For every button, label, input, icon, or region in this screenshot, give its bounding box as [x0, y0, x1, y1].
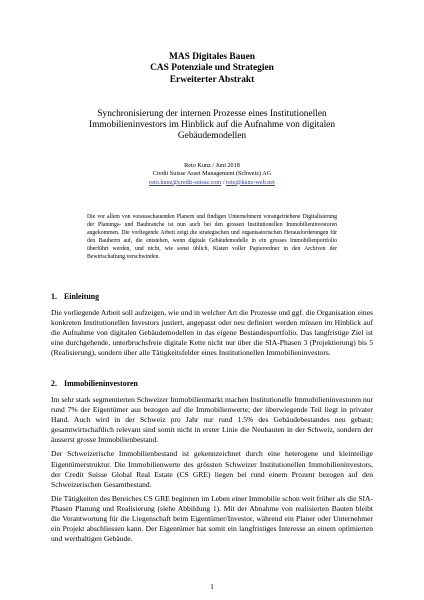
email-link-primary[interactable]: reto.kunz@credit-suisse.com: [149, 178, 222, 186]
paragraph: Die Tätigkeiten des Bereiches CS GRE beginnen im Leben einer Immobilie schon weit früher als die SIA-Phasen Planung und Realisierung (siehe Abbildung 1). Mit der Abnahme von realisierten Bauten bleibt die Verantwortung für die Liegenschaft beim Eigentümer/Investor, während ein Planer oder Unternehmer ein Projekt abschliessen kann. Der Eigentümer hat somit ein langfristiges Interesse an einem optimierten und werthaltigen Gebäude.: [51, 493, 373, 544]
section-title: Einleitung: [64, 292, 100, 301]
section-heading: [51, 379, 373, 389]
section-number: 1.: [51, 292, 57, 301]
author-date: Reto Kunz / Juni 2018: [184, 162, 240, 169]
email-link-secondary[interactable]: reto@kunz-web.net: [226, 178, 275, 186]
page-number: 1: [210, 582, 214, 591]
title-block: [0, 52, 424, 86]
section-title: Immobilieninvestoren: [64, 379, 138, 388]
paragraph: Im sehr stark segmentierten Schweizer Immobilienmarkt machen Institutionelle Immobilieninvestoren nur rund 7% der Eigentümer aus bezogen auf die Immobilienwerte; der überwiegende Teil liegt in privater Hand. Auch wird in der Schweiz pro Jahr nur rund 1.5% des Gebäudebestandes neu gebaut; gesamtwirtschaftlich relevant sind somit nicht in erster Linie die Neubauten in der Schweiz, sondern der äusserst grosse Immobilienbestand.: [51, 395, 373, 445]
paper-title: Synchronisierung der internen Prozesse eines Institutionellen Immobilieninvestors im Hinblick auf die Aufnahme von digitalen Gebäudemodellen: [88, 109, 336, 142]
section-heading: [51, 292, 373, 302]
author-block: [0, 162, 424, 187]
program-title: MAS Digitales Bauen: [169, 52, 255, 62]
paragraph: Der Schweizerische Immobilienbestand ist gekennzeichnet durch eine heterogene und kleinteilige Eigentümerstruktur. Die Immobilienwerte des grössten Schweizer Institutionellen Immobilieninvestors, der Credit Suisse Global Real Estate (CS GRE) liegen bei rund einem Prozent bezogen auf den Schweizerischen Gesamtbestand.: [51, 449, 373, 489]
section-investors: [51, 379, 373, 544]
author-emails: [0, 179, 424, 187]
abstract-text: Die vor allem von vorausschauenden Planern und findigen Unternehmern vorangetriebene Digitalisierung der Planungs- und Baubranche ist nun auch bei den grossen Institutionellen Immobilieninvestoren angekommen. Die vorliegende Arbeit zeigt die strategischen und organisatorischen Herausforderungen für den Bauherrn auf, die entstehen, wenn digitale Gebäudemodelle in ein grosses Immobilienportfolio überführt werden, und nicht, wie sonst üblich, Kisten voller Papierordner in den Archiven der Bewirtschaftung verschwinden.: [87, 214, 337, 261]
course-title: CAS Potenziale und Strategien: [150, 63, 274, 74]
section-introduction: [51, 292, 373, 358]
section-number: 2.: [51, 379, 57, 388]
author-organization: Credit Suisse Asset Management (Schweiz) AG: [152, 170, 272, 178]
paragraph: Die vorliegende Arbeit soll aufzeigen, wie und in welcher Art die Prozesse und ggf. die Organisation eines konkreten Institutionellen Investors justiert, angepasst oder neu definiert werden müssen im Hinblick auf die Aufnahme von digitalen Gebäudemodellen in das eigene Bestandesportfolio. Das langfristige Ziel ist eine durchgehende, unterbruchsfreie digitale Kette nicht nur über die SIA-Phasen 3 (Projektierung) bis 5 (Realisierung), sondern über alle Tätigkeitsfelder eines Institutionellen Immobilieninvestors.: [51, 308, 373, 358]
document-type-title: Erweiterter Abstrakt: [169, 74, 255, 85]
email-separator: /: [221, 178, 227, 186]
